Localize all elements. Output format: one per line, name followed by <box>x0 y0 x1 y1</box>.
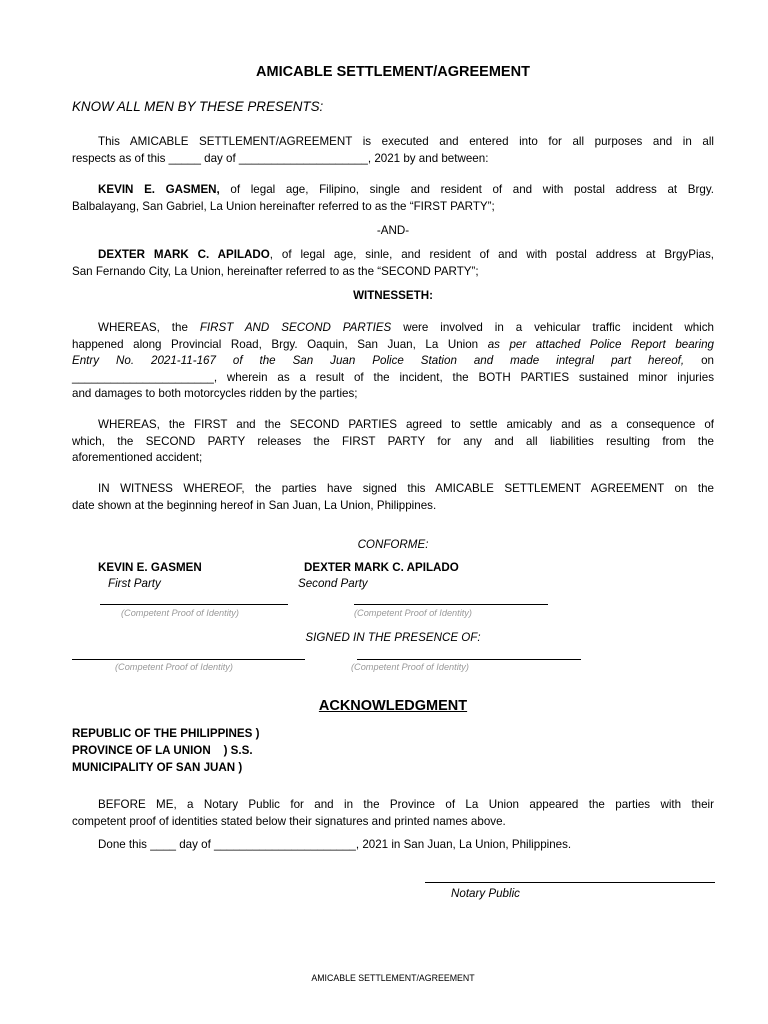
opening-paragraph: This AMICABLE SETTLEMENT/AGREEMENT is executed and entered into for all purposes and in all respects as of this _____ day of ____________________, 2021 by and between: <box>72 135 714 165</box>
signed-presence-heading: SIGNED IN THE PRESENCE OF: <box>305 631 481 644</box>
venue-republic: REPUBLIC OF THE PHILIPPINES ) <box>72 727 260 740</box>
second-party-signature-line <box>354 604 548 605</box>
witness2-signature-line <box>357 659 581 660</box>
witness1-proof-label: (Competent Proof of Identity) <box>115 662 233 672</box>
and-separator: -AND- <box>376 224 410 237</box>
witnesseth-heading: WITNESSETH: <box>353 289 433 302</box>
conforme-heading: CONFORME: <box>357 538 429 551</box>
second-party-role: Second Party <box>298 577 368 590</box>
whereas-incident-paragraph: WHEREAS, the FIRST AND SECOND PARTIES were involved in a vehicular traffic incident which happened along Provincial Road, Brgy. Oaquin, San Juan, La Union as per attached Police Report bearing Entry No. 2021-11-167 of the San Juan Police Station and made integral part hereof, on ______________________, wherein as a result of the incident, the BOTH PARTIES sustained minor injuries and damages to both motorcycles ridden by the parties; <box>72 321 715 400</box>
before-me-paragraph: BEFORE ME, a Notary Public for and in the Province of La Union appeared the parties with their competent proof of identities stated below their signatures and printed names above. <box>72 798 714 828</box>
second-party-paragraph: DEXTER MARK C. APILADO, of legal age, sinle, and resident of and with postal address at BrgyPias, San Fernando City, La Union, hereinafter referred to as the “SECOND PARTY”; <box>72 248 714 278</box>
witness2-proof-label: (Competent Proof of Identity) <box>351 662 469 672</box>
first-party-proof-label: (Competent Proof of Identity) <box>121 608 239 618</box>
notary-label: Notary Public <box>451 887 520 900</box>
whereas-settlement-paragraph: WHEREAS, the FIRST and the SECOND PARTIES agreed to settle amicably and as a consequence of which, the SECOND PARTY releases the FIRST PARTY for any and all liabilities resulting from the aforementioned accident; <box>72 418 714 464</box>
first-party-paragraph: KEVIN E. GASMEN, of legal age, Filipino, single and resident of and with postal address at Brgy. Balbalayang, San Gabriel, La Union hereinafter referred to as the “FIRST PARTY”; <box>72 183 714 213</box>
done-line: Done this ____ day of ______________________, 2021 in San Juan, La Union, Philippines. <box>98 838 572 851</box>
first-party-signature-line <box>100 604 288 605</box>
first-party-role: First Party <box>108 577 161 590</box>
intro-heading: KNOW ALL MEN BY THESE PRESENTS: <box>72 99 324 114</box>
second-party-proof-label: (Competent Proof of Identity) <box>354 608 472 618</box>
document-title: AMICABLE SETTLEMENT/AGREEMENT <box>256 64 530 80</box>
witness1-signature-line <box>72 659 305 660</box>
notary-signature-line <box>425 882 715 883</box>
in-witness-paragraph: IN WITNESS WHEREOF, the parties have signed this AMICABLE SETTLEMENT AGREEMENT on the date shown at the beginning hereof in San Juan, La Union, Philippines. <box>72 482 714 512</box>
venue-municipality: MUNICIPALITY OF SAN JUAN ) <box>72 761 243 774</box>
second-party-name: DEXTER MARK C. APILADO <box>304 561 459 574</box>
footer-text: AMICABLE SETTLEMENT/AGREEMENT <box>311 973 475 983</box>
venue-province: PROVINCE OF LA UNION ) S.S. <box>72 744 253 757</box>
acknowledgment-heading: ACKNOWLEDGMENT <box>318 698 468 714</box>
first-party-name: KEVIN E. GASMEN <box>98 561 202 574</box>
